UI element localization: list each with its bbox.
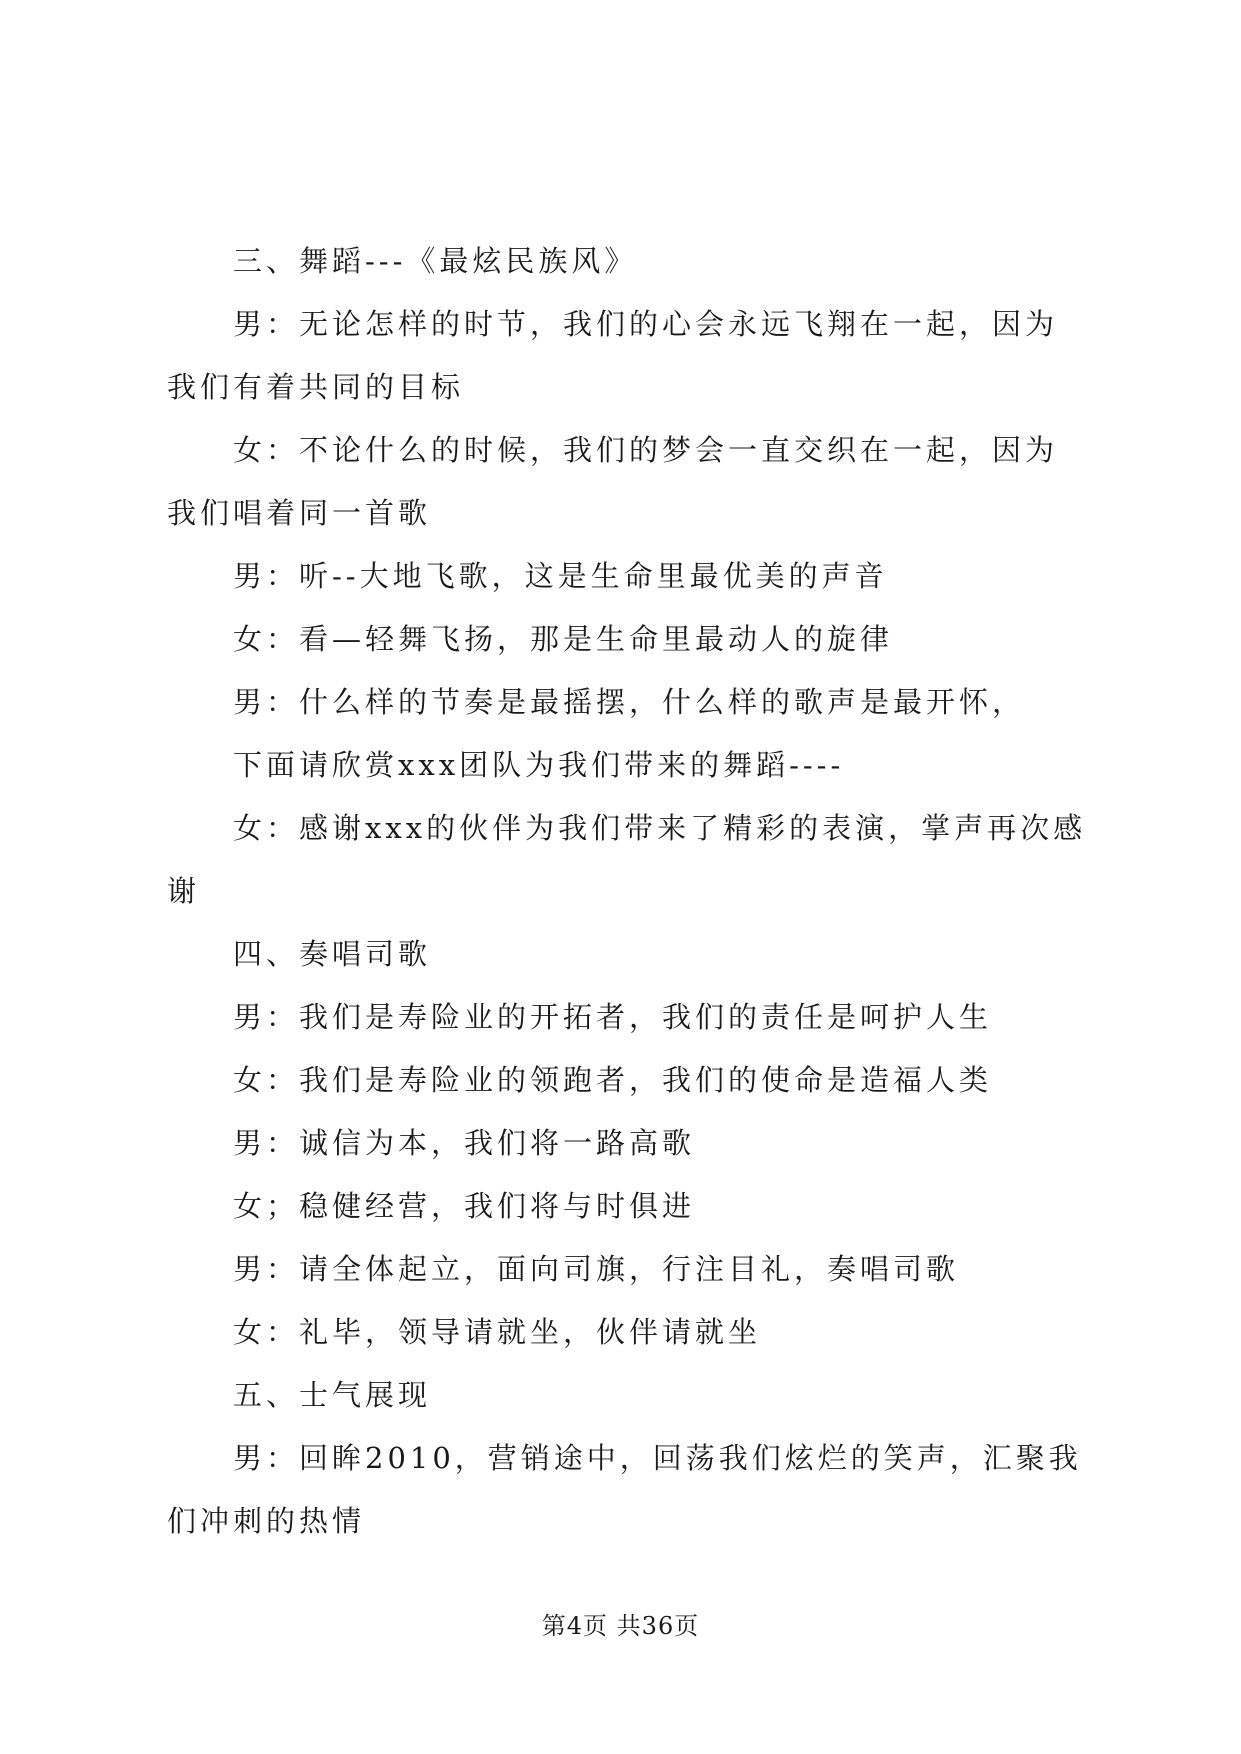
section-heading-company-song: 四、奏唱司歌 <box>233 937 432 971</box>
dialogue-line: 男：请全体起立，面向司旗，行注目礼，奏唱司歌 <box>233 1252 960 1286</box>
dialogue-line: 女：感谢xxx的伙伴为我们带来了精彩的表演，掌声再次感谢 <box>167 811 1087 908</box>
dialogue-line: 女：礼毕，领导请就坐，伙伴请就坐 <box>233 1315 762 1349</box>
dialogue-line: 下面请欣赏xxx团队为我们带来的舞蹈---- <box>233 748 845 782</box>
section-heading-dance: 三、舞蹈---《最炫民族风》 <box>233 244 638 278</box>
page-number-footer: 第4页 共36页 <box>541 1612 700 1640</box>
section-heading-morale: 五、士气展现 <box>233 1378 432 1412</box>
dialogue-line: 女：不论什么的时候，我们的梦会一直交织在一起，因为我们唱着同一首歌 <box>167 433 1059 530</box>
dialogue-line: 男：无论怎样的时节，我们的心会永远飞翔在一起，因为我们有着共同的目标 <box>167 307 1059 404</box>
dialogue-line: 女：看—轻舞飞扬，那是生命里最动人的旋律 <box>233 622 894 656</box>
dialogue-line: 女；稳健经营，我们将与时俱进 <box>233 1189 696 1223</box>
dialogue-line: 男：诚信为本，我们将一路高歌 <box>233 1126 696 1160</box>
dialogue-line: 男：听--大地飞歌，这是生命里最优美的声音 <box>233 559 888 593</box>
dialogue-line: 女：我们是寿险业的领跑者，我们的使命是造福人类 <box>233 1063 993 1097</box>
dialogue-line: 男：回眸2010，营销途中，回荡我们炫烂的笑声，汇聚我们冲刺的热情 <box>167 1441 1082 1538</box>
dialogue-line: 男：什么样的节奏是最摇摆，什么样的歌声是最开怀， <box>233 685 1026 719</box>
document-body <box>167 230 1087 1553</box>
dialogue-line: 男：我们是寿险业的开拓者，我们的责任是呵护人生 <box>233 1000 993 1034</box>
